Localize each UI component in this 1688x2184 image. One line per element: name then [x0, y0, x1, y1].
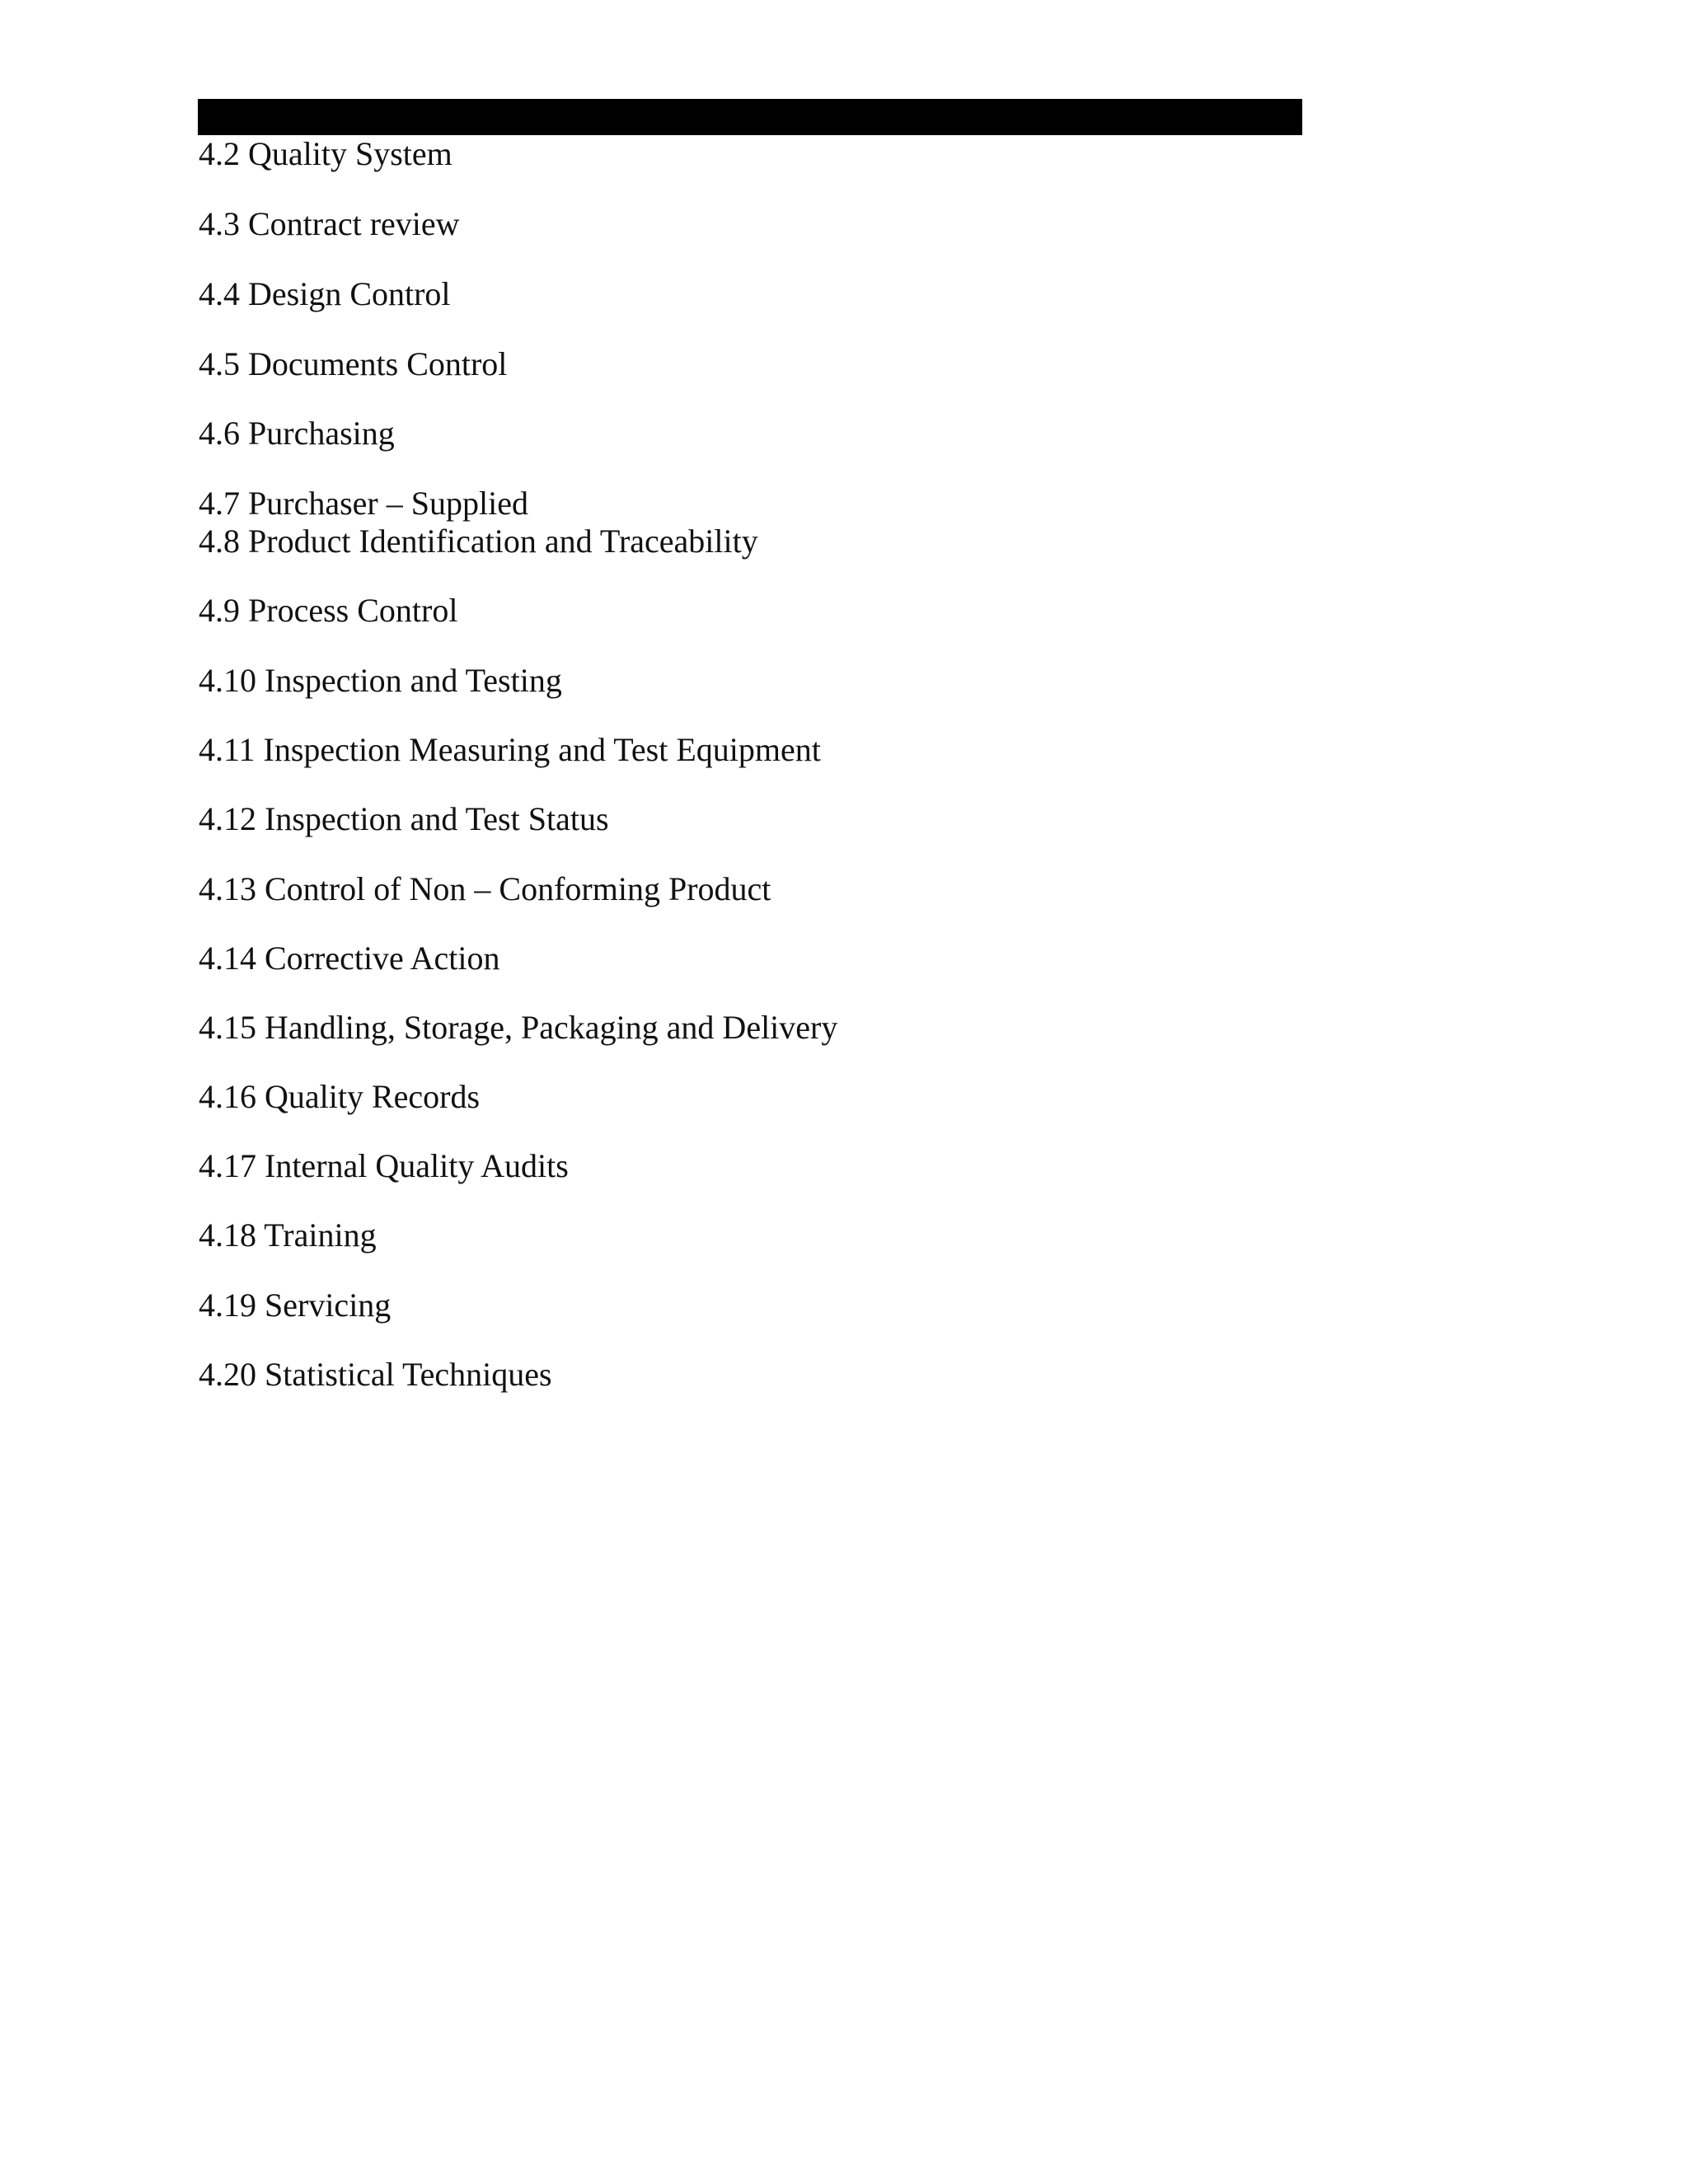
list-item-4-20: 4.20 Statistical Techniques	[199, 1356, 552, 1393]
redaction-bar	[198, 99, 1302, 135]
list-item-4-5: 4.5 Documents Control	[199, 345, 508, 382]
list-item-4-16: 4.16 Quality Records	[199, 1078, 481, 1115]
list-item-4-12: 4.12 Inspection and Test Status	[199, 800, 609, 837]
list-item-4-3: 4.3 Contract review	[199, 205, 460, 242]
list-item-4-17: 4.17 Internal Quality Audits	[199, 1147, 569, 1184]
list-item-4-8: 4.8 Product Identification and Traceability	[199, 523, 758, 560]
list-item-4-14: 4.14 Corrective Action	[199, 940, 500, 977]
list-item-4-9: 4.9 Process Control	[199, 592, 458, 629]
list-item-4-15: 4.15 Handling, Storage, Packaging and Delivery	[199, 1009, 838, 1046]
list-item-4-11: 4.11 Inspection Measuring and Test Equipment	[199, 731, 821, 768]
list-item-4-13: 4.13 Control of Non – Conforming Product	[199, 870, 771, 907]
list-item-4-19: 4.19 Servicing	[199, 1286, 392, 1324]
list-item-4-7: 4.7 Purchaser – Supplied	[199, 485, 528, 522]
list-item-4-18: 4.18 Training	[199, 1216, 377, 1254]
list-item-4-6: 4.6 Purchasing	[199, 415, 395, 452]
list-item-4-10: 4.10 Inspection and Testing	[199, 662, 562, 699]
list-item-4-2: 4.2 Quality System	[199, 135, 452, 172]
list-item-4-4: 4.4 Design Control	[199, 275, 451, 312]
